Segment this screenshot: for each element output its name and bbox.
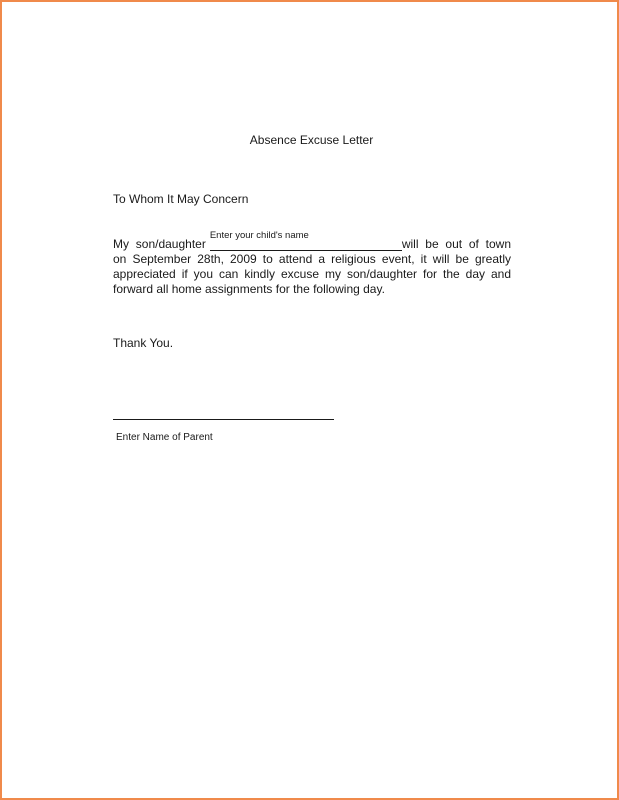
letter-title: Absence Excuse Letter xyxy=(249,133,374,147)
body-prefix: My son/daughter xyxy=(113,237,206,251)
letter-body xyxy=(113,230,512,297)
signature-line[interactable] xyxy=(113,419,334,420)
body-line-4: forward all home assignments for the following day. xyxy=(113,282,385,296)
closing: Thank You. xyxy=(113,336,174,350)
child-name-field[interactable] xyxy=(209,230,402,251)
body-line-1-suffix: will be out of town xyxy=(401,237,512,251)
body-line-3: appreciated if you can kindly excuse my son/daughter for the day and xyxy=(113,267,511,281)
salutation: To Whom It May Concern xyxy=(113,192,249,206)
body-line-2: on September 28th, 2009 to attend a religious event, it will be greatly xyxy=(113,252,511,266)
body-line-1 xyxy=(113,230,512,252)
child-name-placeholder: Enter your child's name xyxy=(209,230,309,241)
parent-name-label: Enter Name of Parent xyxy=(116,432,213,443)
